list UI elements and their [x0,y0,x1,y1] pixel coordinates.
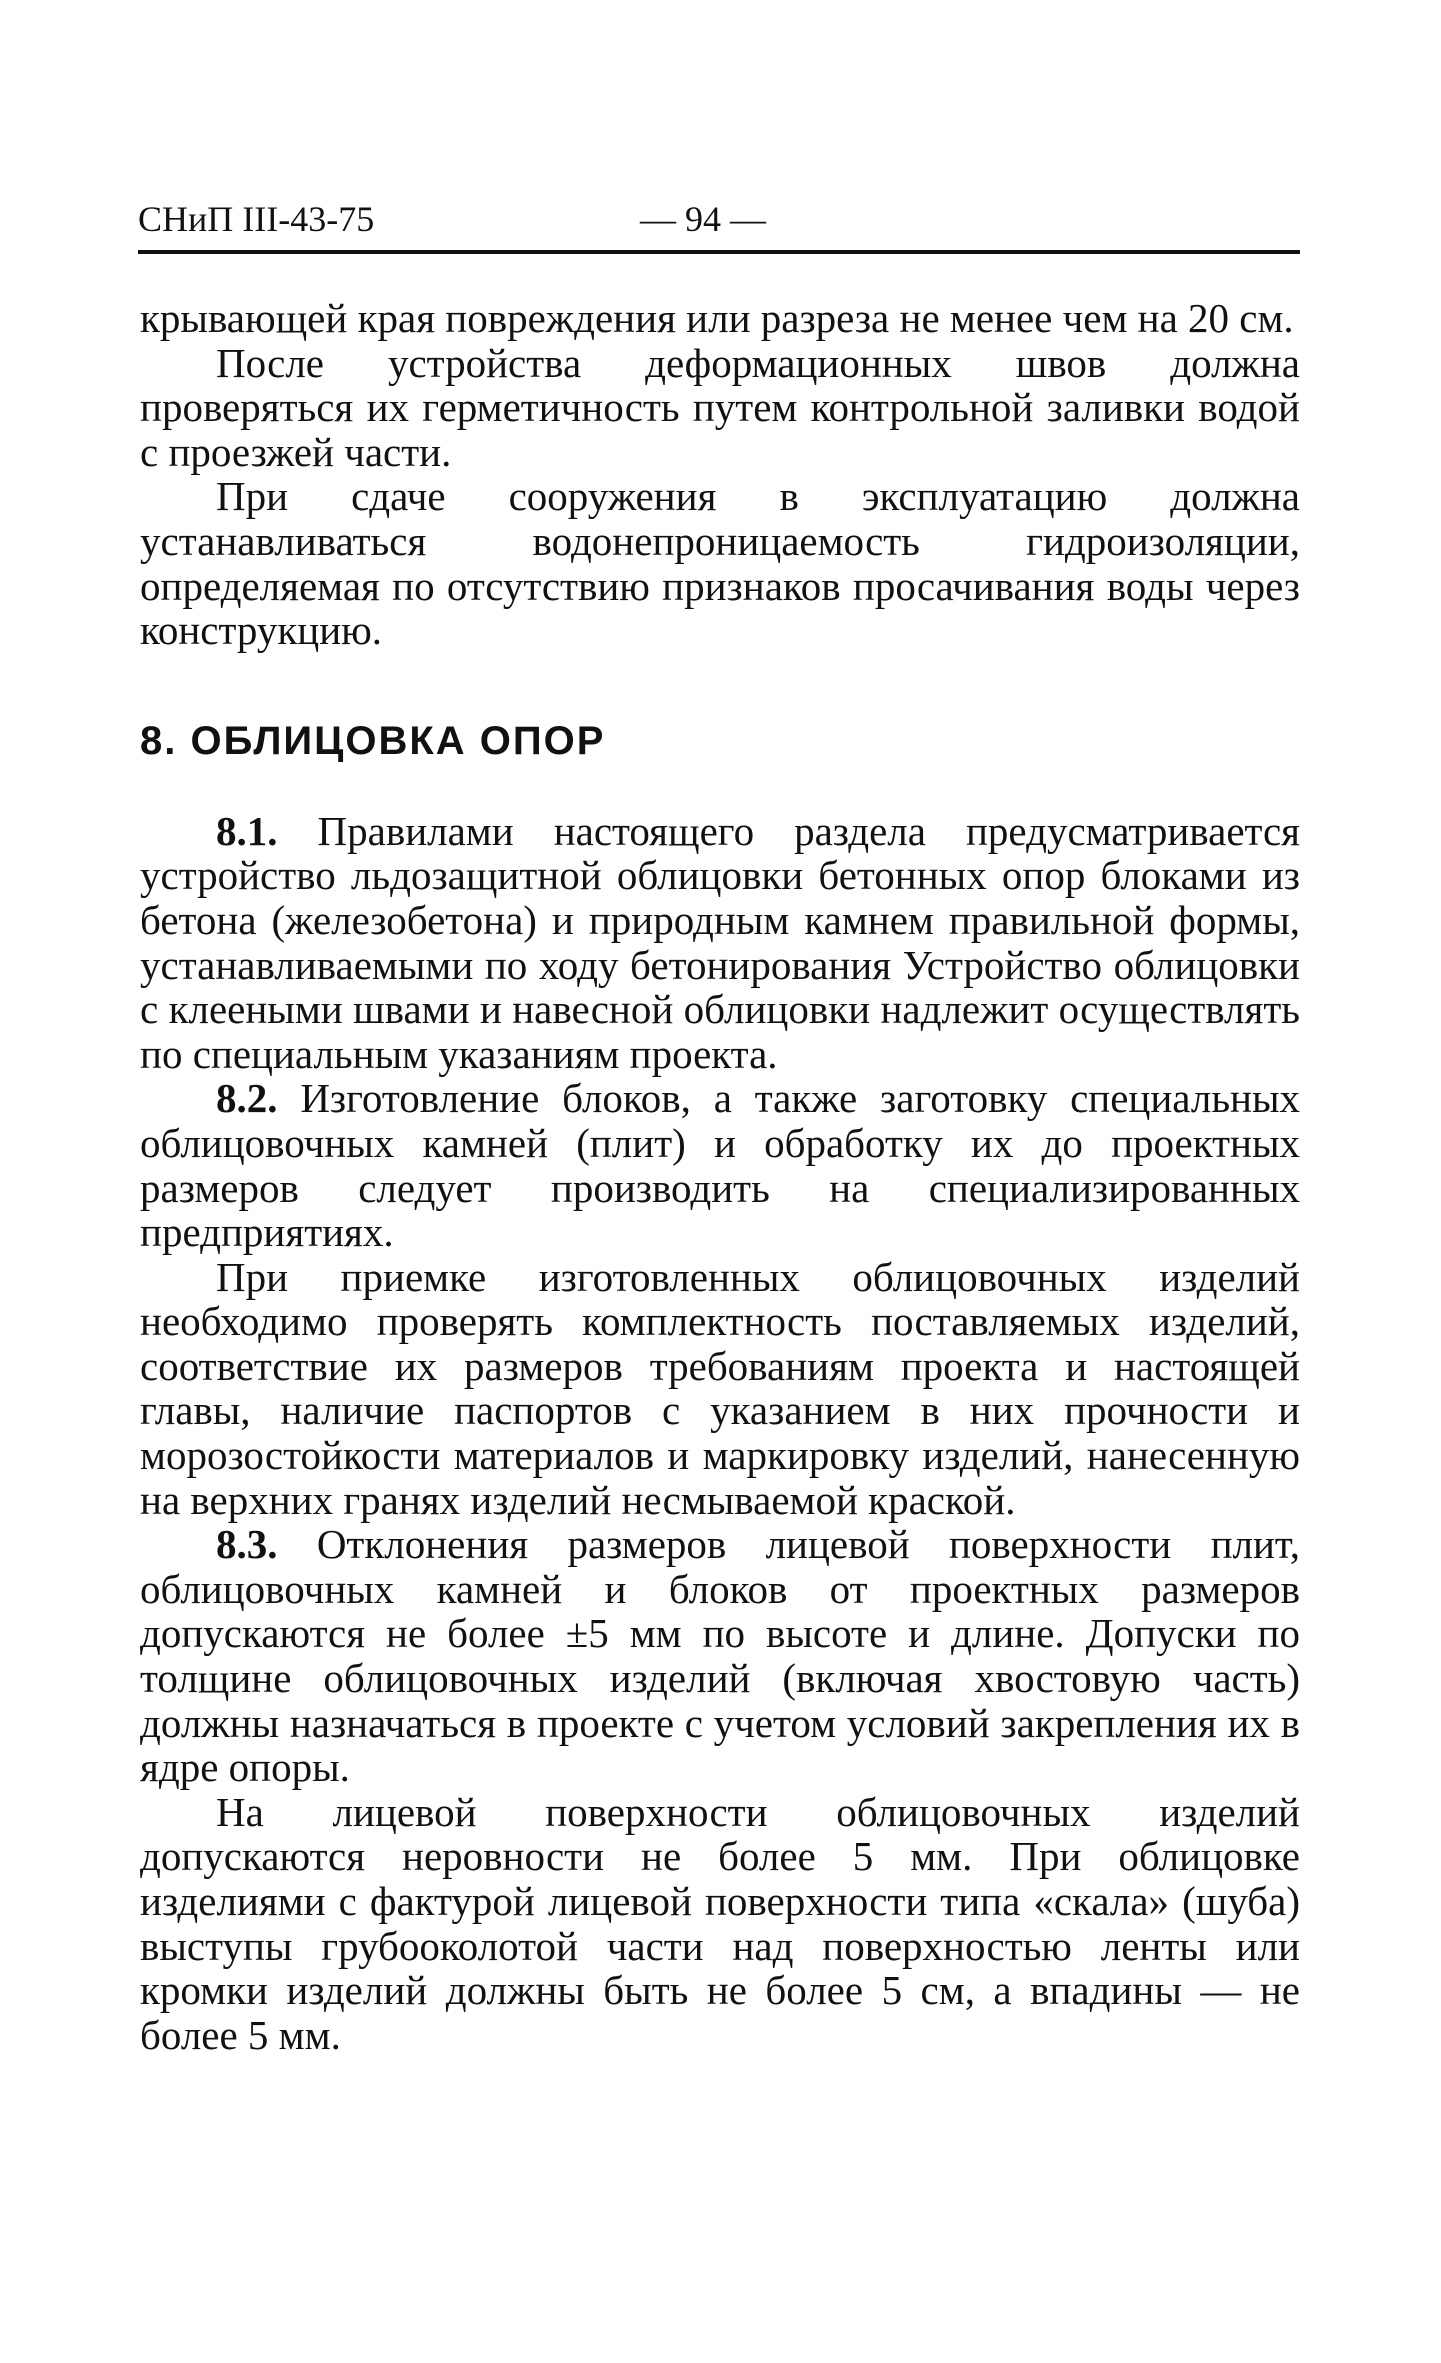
paragraph: При приемке изготовленных облицовочных изделий необходимо проверять комплектность поставляемых изделий, соответствие их размеров требованиям проекта и настоящей главы, наличие паспортов с указанием в них прочности и морозостойкости материалов и маркировку изделий, нанесенную на верхних гранях изделий несмываемой краской. [140,1253,1300,1523]
clause-8-1 [140,809,1300,1077]
paragraph: После устройства деформационных швов должна проверяться их герметичность путем контрольной заливки водой с проезжей части. [140,339,1300,475]
clause-text: Отклонения размеров лицевой поверхности плит, облицовочных камней и блоков от проектных размеров допускаются не более ±5 мм по высоте и длине. Допуски по толщине облицовочных изделий (включая хвостовую часть) должны назначаться в проекте с учетом условий закрепления их в ядре опоры. [140,1521,1300,1791]
clause-number: 8.2. [216,1075,278,1122]
clause-number: 8.3. [216,1521,278,1568]
page-header [138,196,1300,242]
document-code: СНиП III-43-75 [138,199,375,239]
paragraph-continuation: крывающей края повреждения или разреза не менее чем на 20 см. [140,295,1294,341]
clause-number: 8.1. [216,807,278,854]
clause-text: Изготовление блоков, а также заготовку специальных облицовочных камней (плит) и обработку их до проектных размеров следует производить на специализированных предприятиях. [140,1075,1301,1256]
paragraph: На лицевой поверхности облицовочных изделий допускаются неровности не более 5 мм. При облицовке изделиями с фактурой лицевой поверхности типа «скала» (шуба) выступы грубооколотой части над поверхностью ленты или кромки изделий должны быть не более 5 см, а впадины — не более 5 мм. [140,1788,1300,2058]
paragraph: При сдаче сооружения в эксплуатацию должна устанавливаться водонепроницаемость гидроизоляции, определяемая по отсутствию признаков просачивания воды через конструкцию. [140,473,1300,654]
header-rule [138,250,1300,254]
page-body [140,296,1300,2057]
clause-8-3 [140,1522,1300,1790]
clause-8-2 [140,1076,1300,1254]
section-heading: 8. ОБЛИЦОВКА ОПОР [140,718,606,763]
clause-text: Правилами настоящего раздела предусматривается устройство льдозащитной облицовки бетонных опор блоками из бетона (железобетона) и природным камнем правильной формы, устанавливаемыми по ходу бетонирования Устройство облицовки с клееными швами и навесной облицовки надлежит осуществлять по специальным указаниям проекта. [140,807,1300,1077]
page-number: — 94 — [640,199,766,239]
